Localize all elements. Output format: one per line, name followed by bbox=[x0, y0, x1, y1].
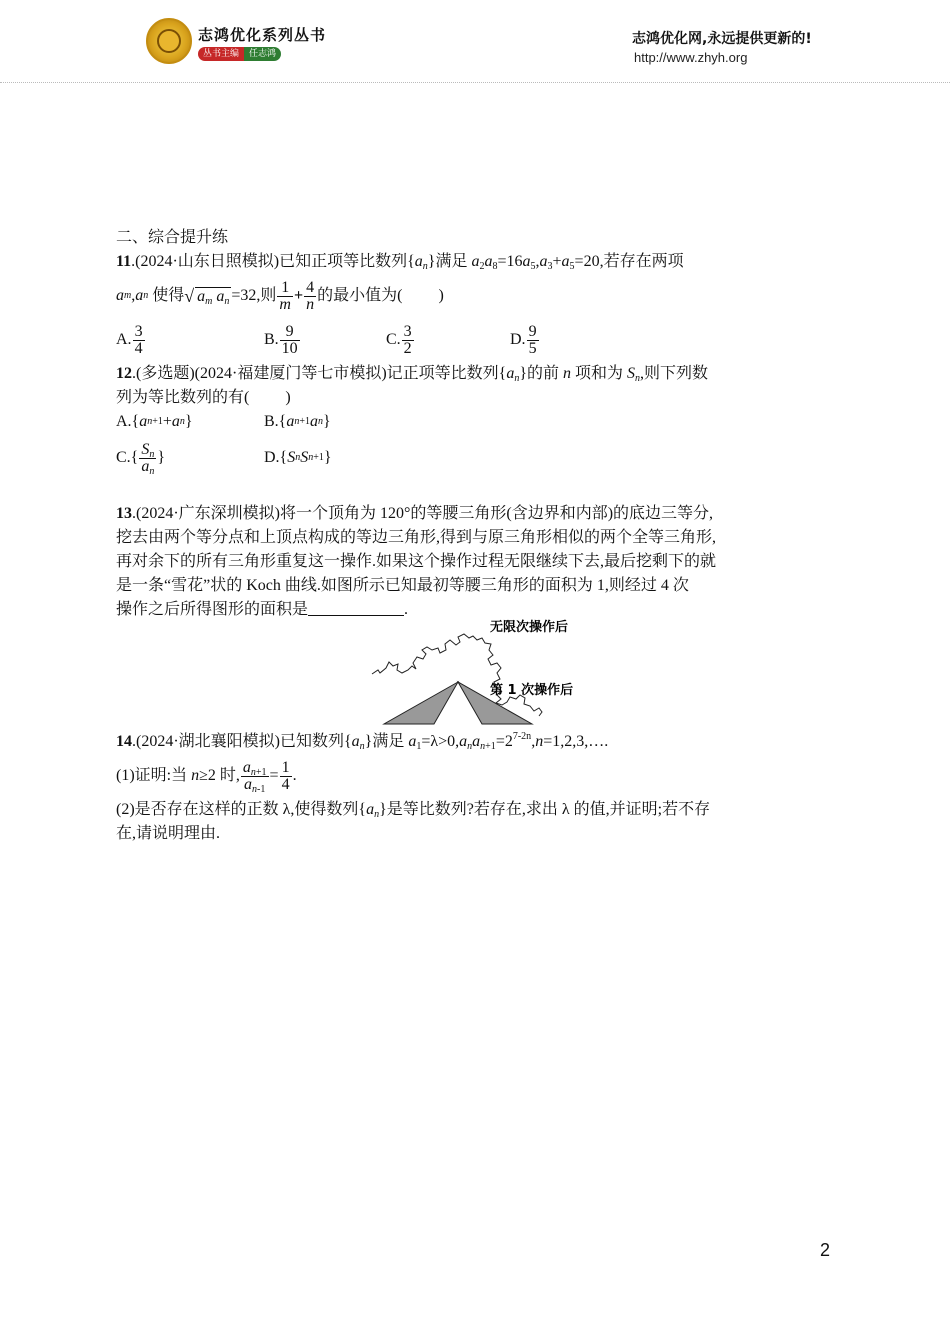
koch-curve-diagram bbox=[370, 616, 590, 728]
q11-line1: 11.(2024·山东日照模拟)已知正项等比数列$\{a_n\}$满足 $a_2a_8=16a_5,a_3+a_5=20$,若存在两项 bbox=[116, 253, 684, 272]
q14-number: 14 bbox=[116, 733, 132, 750]
document-body bbox=[116, 226, 832, 622]
fraction-1-over-m: $\frac{1}{m}$ bbox=[279, 278, 291, 313]
q12-option-a[interactable]: A.{ a n+1 + a n } bbox=[116, 413, 193, 430]
page-header bbox=[0, 0, 950, 82]
q12-number: 12 bbox=[116, 365, 132, 382]
q14-part2-line1: (2)是否存在这样的正数 λ,使得数列$\{a_n\}$是等比数列?若存在,求出 λ 的值,并证明;若不存 bbox=[116, 801, 711, 820]
q13-line1: 13.(2024·广东深圳模拟)将一个顶角为 120°的等腰三角形(含边界和内部)的底边三等分, bbox=[116, 505, 714, 522]
fig-label-first: 第 1 次操作后 bbox=[490, 683, 574, 698]
q11-number: 11 bbox=[116, 253, 132, 270]
site-slogan: 志鸿优化网,永远提供更新的! bbox=[632, 31, 812, 47]
q12-options-row2 bbox=[116, 434, 832, 482]
q12-line1: 12.(多选题)(2024·福建厦门等七市模拟)记正项等比数列$\{a_n\}$的前 n 项和为 $S_n$,则下列数 bbox=[116, 365, 709, 384]
q13-line5: 操作之后所得图形的面积是 . bbox=[116, 598, 832, 622]
q11-option-c[interactable]: C. $\frac{3}{2}$ bbox=[386, 322, 412, 357]
q13-answer-blank[interactable] bbox=[308, 598, 404, 616]
publisher-logo-icon bbox=[146, 18, 192, 64]
q12-line2: 列为等比数列的有( ) bbox=[116, 389, 291, 406]
q14-part2-line2: 在,请说明理由. bbox=[116, 825, 221, 842]
q12-option-c[interactable]: C.{ $\frac{S_n}{a_n}$ } bbox=[116, 440, 166, 477]
q12-option-b[interactable]: B.{ a n+1 a n } bbox=[264, 413, 331, 430]
q11-option-d[interactable]: D. $\frac{9}{5}$ bbox=[510, 322, 537, 357]
page-number: 2 bbox=[820, 1240, 831, 1260]
header-divider bbox=[0, 82, 950, 83]
q11-line2: a m , a n 使得 √ $a_m$ $a_n$ =32,则 $\frac{1}{m}$ + $\frac{4}{n}$ 的最小值为( ) bbox=[116, 278, 444, 313]
q13-line3: 再对余下的所有三角形重复这一操作.如果这个操作过程无限继续下去,最后挖剩下的就 bbox=[116, 553, 717, 570]
section-title: 二、综合提升练 bbox=[116, 229, 229, 246]
q12-options-row1 bbox=[116, 410, 832, 434]
triangle-left bbox=[384, 682, 458, 724]
site-url[interactable]: http://www.zhyh.org bbox=[634, 50, 748, 65]
brand-title: 志鸿优化系列丛书 bbox=[198, 26, 327, 44]
brand-sub-left: 丛书主编 bbox=[198, 47, 244, 61]
q11-options bbox=[116, 318, 832, 362]
fig-label-infinite: 无限次操作后 bbox=[490, 620, 569, 635]
koch-figure bbox=[370, 616, 590, 728]
q13-line4: 是一条“雪花”状的 Koch 曲线.如图所示已知最初等腰三角形的面积为 1,则经过 4 次 bbox=[116, 577, 689, 594]
brand-subtitle bbox=[198, 47, 281, 61]
q14-line1: 14.(2024·湖北襄阳模拟)已知数列$\{a_n\}$满足 $a_1=\lambda>0,a_na_{n+1}=2^{7-2n},n=1,2,3,\dots$. bbox=[116, 731, 609, 752]
q11-option-a[interactable]: A. $\frac{3}{4}$ bbox=[116, 322, 143, 357]
q11-option-b[interactable]: B. $\frac{9}{10}$ bbox=[264, 322, 298, 357]
brand-sub-right: 任志鸿 bbox=[244, 47, 281, 61]
koch-snowflake-curve bbox=[372, 634, 542, 716]
q12-option-d[interactable]: D.{ S n S n+1 } bbox=[264, 449, 332, 466]
q14-block bbox=[116, 730, 832, 846]
q13-number: 13 bbox=[116, 505, 132, 522]
q14-part1: (1)证明:当 n ≥2 时, $\frac{a_{n+1}}{a_{n-1}}$ = $\frac{1}{4}$ . bbox=[116, 758, 297, 795]
fraction-4-over-n: $\frac{4}{n}$ bbox=[306, 278, 315, 313]
q13-line2: 挖去由两个等分点和上顶点构成的等边三角形,得到与原三角形相似的两个全等三角形, bbox=[116, 529, 717, 546]
